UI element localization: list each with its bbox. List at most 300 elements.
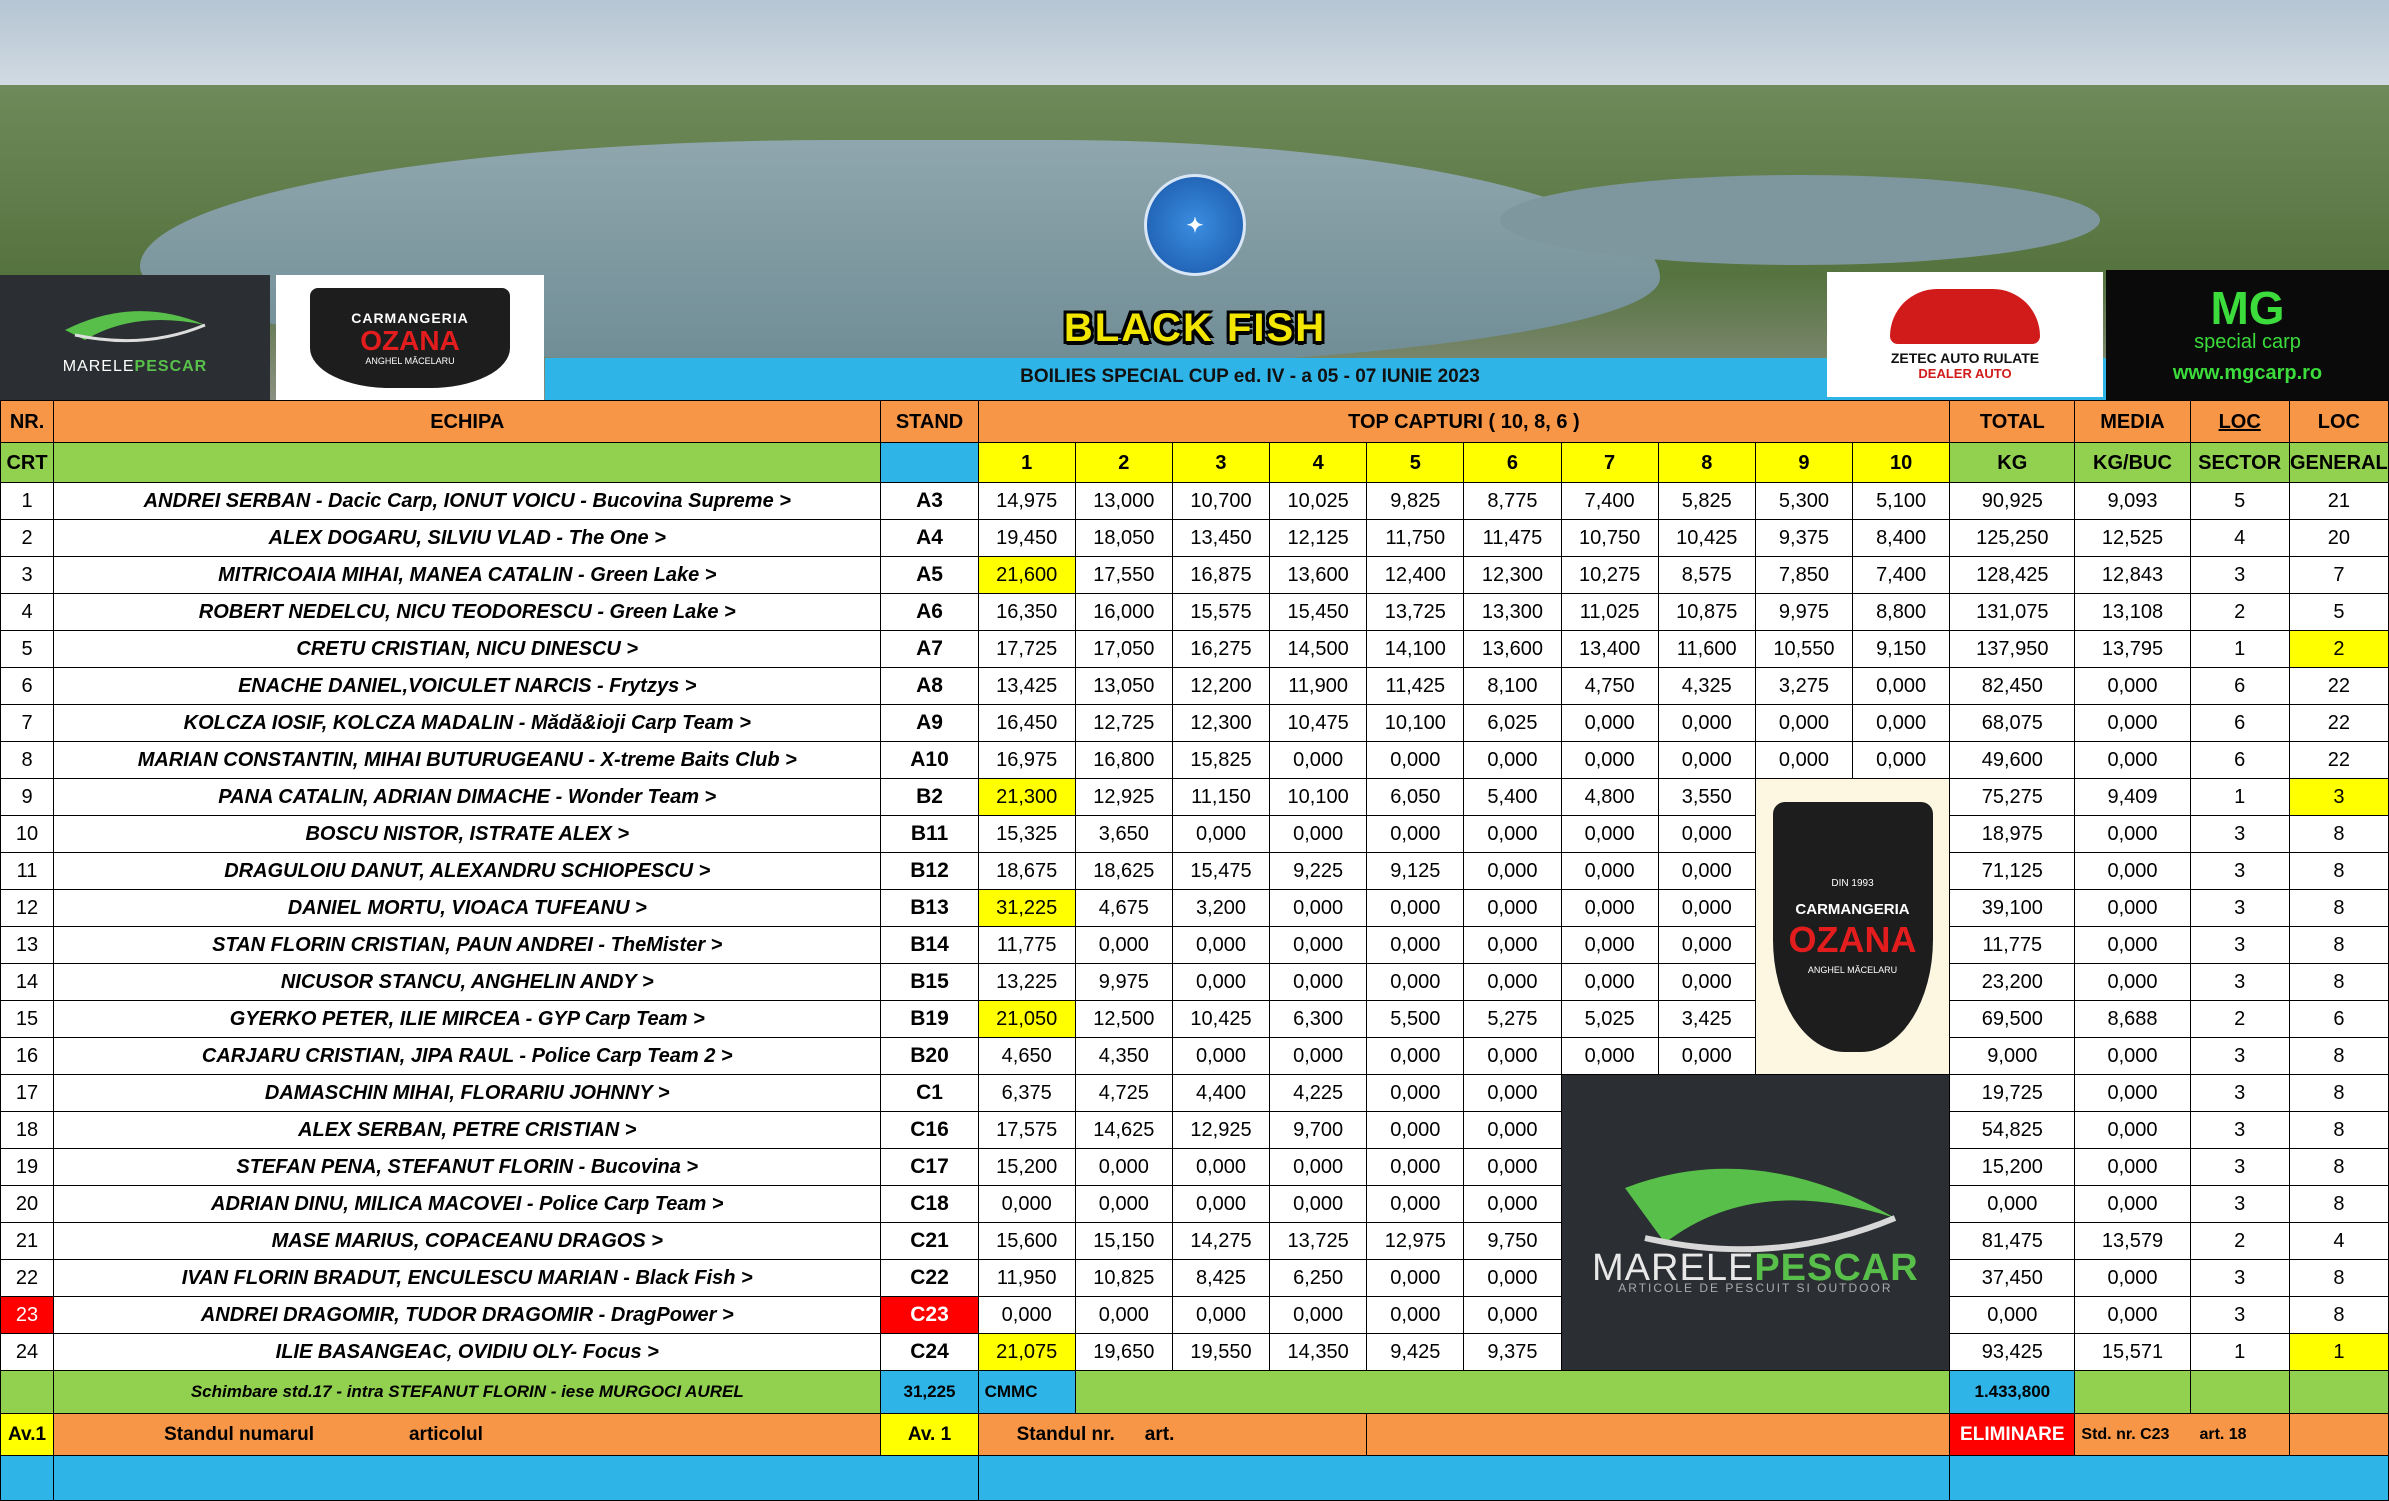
row-loc-general: 8	[2289, 816, 2388, 853]
row-capture-6: 0,000	[1464, 742, 1561, 779]
row-total: 131,075	[1950, 594, 2075, 631]
header-capture-8: 8	[1658, 443, 1755, 483]
row-total: 0,000	[1950, 1186, 2075, 1223]
row-stand: A7	[881, 631, 978, 668]
row-capture-4: 10,100	[1270, 779, 1367, 816]
row-capture-1: 13,425	[978, 668, 1075, 705]
row-capture-8: 0,000	[1658, 890, 1755, 927]
row-capture-9: 9,975	[1755, 594, 1852, 631]
row-media: 0,000	[2075, 705, 2190, 742]
row-loc-general: 8	[2289, 1186, 2388, 1223]
row-capture-5: 5,500	[1367, 1001, 1464, 1038]
row-capture-1: 11,775	[978, 927, 1075, 964]
row-team: NICUSOR STANCU, ANGHELIN ANDY >	[54, 964, 881, 1001]
header-capture-9: 9	[1755, 443, 1852, 483]
carmangeria-ozana-table-logo	[1755, 779, 1949, 1075]
table-row	[1, 594, 2389, 631]
row-capture-6: 9,375	[1464, 1334, 1561, 1371]
row-stand: B12	[881, 853, 978, 890]
header-echipa-blank	[54, 443, 881, 483]
event-title: BLACK FISH	[1063, 305, 1327, 350]
table-row	[1, 705, 2389, 742]
row-capture-8: 8,575	[1658, 557, 1755, 594]
row-capture-3: 0,000	[1172, 964, 1269, 1001]
row-loc-sector: 1	[2190, 631, 2289, 668]
row-loc-general: 8	[2289, 964, 2388, 1001]
row-loc-general: 8	[2289, 1260, 2388, 1297]
row-capture-8: 0,000	[1658, 705, 1755, 742]
header-row-2	[1, 443, 2389, 483]
row-loc-sector: 3	[2190, 927, 2289, 964]
row-team: CRETU CRISTIAN, NICU DINESCU >	[54, 631, 881, 668]
row-team: MASE MARIUS, COPACEANU DRAGOS >	[54, 1223, 881, 1260]
row-loc-general: 8	[2289, 1297, 2388, 1334]
row-loc-general: 20	[2289, 520, 2388, 557]
row-capture-3: 3,200	[1172, 890, 1269, 927]
row-capture-4: 0,000	[1270, 1297, 1367, 1334]
table-row	[1, 520, 2389, 557]
row-capture-1: 18,675	[978, 853, 1075, 890]
row-capture-10: 5,100	[1853, 483, 1950, 520]
row-capture-8: 3,425	[1658, 1001, 1755, 1038]
table-row	[1, 1260, 2389, 1297]
row-capture-5: 0,000	[1367, 1075, 1464, 1112]
row-team: DANIEL MORTU, VIOACA TUFEANU >	[54, 890, 881, 927]
row-loc-sector: 3	[2190, 1149, 2289, 1186]
row-capture-3: 0,000	[1172, 927, 1269, 964]
snap-logo	[1125, 170, 1265, 280]
footer-row-blank	[1, 1456, 2389, 1501]
row-capture-1: 15,600	[978, 1223, 1075, 1260]
table-row	[1, 483, 2389, 520]
row-nr: 2	[1, 520, 54, 557]
row-capture-7: 0,000	[1561, 705, 1658, 742]
row-capture-6: 8,775	[1464, 483, 1561, 520]
row-capture-4: 0,000	[1270, 927, 1367, 964]
header-echipa: ECHIPA	[54, 401, 881, 443]
carmangeria-ozana-logo: CARMANGERIA OZANA ANGHEL MĂCELARU	[276, 275, 544, 400]
table-row	[1, 1334, 2389, 1371]
table-row	[1, 890, 2389, 927]
row-total: 81,475	[1950, 1223, 2075, 1260]
row-loc-sector: 3	[2190, 557, 2289, 594]
row-capture-3: 10,425	[1172, 1001, 1269, 1038]
row-capture-8: 3,550	[1658, 779, 1755, 816]
row-capture-1: 31,225	[978, 890, 1075, 927]
row-total: 128,425	[1950, 557, 2075, 594]
row-capture-1: 17,725	[978, 631, 1075, 668]
row-capture-7: 10,750	[1561, 520, 1658, 557]
row-capture-2: 17,550	[1075, 557, 1172, 594]
header-row-1	[1, 401, 2389, 443]
table-row	[1, 1223, 2389, 1260]
header-capture-7: 7	[1561, 443, 1658, 483]
results-table-area	[0, 400, 2389, 1481]
row-stand: A6	[881, 594, 978, 631]
footer-blank-general	[2289, 1371, 2388, 1414]
row-team: STAN FLORIN CRISTIAN, PAUN ANDREI - TheMister >	[54, 927, 881, 964]
row-capture-3: 14,275	[1172, 1223, 1269, 1260]
fish-swoosh-icon	[55, 300, 215, 350]
table-row	[1, 668, 2389, 705]
row-team: ILIE BASANGEAC, OVIDIU OLY- Focus >	[54, 1334, 881, 1371]
row-capture-2: 12,925	[1075, 779, 1172, 816]
row-stand: C18	[881, 1186, 978, 1223]
row-capture-1: 17,575	[978, 1112, 1075, 1149]
row-capture-8: 0,000	[1658, 742, 1755, 779]
row-capture-1: 21,600	[978, 557, 1075, 594]
row-capture-2: 15,150	[1075, 1223, 1172, 1260]
header-media: MEDIA	[2075, 401, 2190, 443]
car-icon	[1890, 289, 2040, 344]
footer-standul-numarul: Standul numarul articolul	[54, 1414, 881, 1456]
header-nr: NR.	[1, 401, 54, 443]
row-capture-1: 14,975	[978, 483, 1075, 520]
row-nr: 20	[1, 1186, 54, 1223]
row-capture-10: 0,000	[1853, 705, 1950, 742]
row-team: ALEX SERBAN, PETRE CRISTIAN >	[54, 1112, 881, 1149]
row-total: 82,450	[1950, 668, 2075, 705]
row-stand: B13	[881, 890, 978, 927]
row-stand: C1	[881, 1075, 978, 1112]
row-loc-general: 2	[2289, 631, 2388, 668]
row-capture-6: 0,000	[1464, 964, 1561, 1001]
row-capture-6: 0,000	[1464, 1186, 1561, 1223]
row-nr: 21	[1, 1223, 54, 1260]
footer-blank-sector	[2190, 1371, 2289, 1414]
row-loc-sector: 2	[2190, 1001, 2289, 1038]
row-capture-5: 14,100	[1367, 631, 1464, 668]
row-capture-3: 15,825	[1172, 742, 1269, 779]
row-loc-general: 8	[2289, 1038, 2388, 1075]
row-stand: B14	[881, 927, 978, 964]
row-media: 0,000	[2075, 1075, 2190, 1112]
row-capture-9: 7,850	[1755, 557, 1852, 594]
row-stand: B11	[881, 816, 978, 853]
header-capture-4: 4	[1270, 443, 1367, 483]
row-loc-sector: 3	[2190, 1186, 2289, 1223]
row-media: 0,000	[2075, 1038, 2190, 1075]
row-nr: 17	[1, 1075, 54, 1112]
row-capture-2: 10,825	[1075, 1260, 1172, 1297]
compass-icon: ✦	[1144, 174, 1246, 276]
table-row	[1, 742, 2389, 779]
row-media: 0,000	[2075, 816, 2190, 853]
row-loc-general: 5	[2289, 594, 2388, 631]
row-media: 0,000	[2075, 853, 2190, 890]
row-team: BOSCU NISTOR, ISTRATE ALEX >	[54, 816, 881, 853]
row-capture-1: 11,950	[978, 1260, 1075, 1297]
row-capture-2: 18,625	[1075, 853, 1172, 890]
row-loc-sector: 3	[2190, 1260, 2289, 1297]
row-total: 54,825	[1950, 1112, 2075, 1149]
row-capture-6: 13,300	[1464, 594, 1561, 631]
row-capture-3: 12,300	[1172, 705, 1269, 742]
row-team: PANA CATALIN, ADRIAN DIMACHE - Wonder Team >	[54, 779, 881, 816]
row-total: 137,950	[1950, 631, 2075, 668]
zetec-auto-logo: ZETEC AUTO RULATE DEALER AUTO	[1827, 272, 2103, 397]
row-loc-sector: 3	[2190, 816, 2289, 853]
row-capture-8: 11,600	[1658, 631, 1755, 668]
row-capture-3: 16,875	[1172, 557, 1269, 594]
row-capture-8: 5,825	[1658, 483, 1755, 520]
row-team: GYERKO PETER, ILIE MIRCEA - GYP Carp Team >	[54, 1001, 881, 1038]
row-capture-2: 0,000	[1075, 1297, 1172, 1334]
row-capture-5: 0,000	[1367, 927, 1464, 964]
row-capture-9: 5,300	[1755, 483, 1852, 520]
footer-blank-d	[1950, 1456, 2389, 1501]
table-row	[1, 853, 2389, 890]
ozana-sub: ANGHEL MĂCELARU	[1807, 964, 1898, 975]
row-team: ALEX DOGARU, SILVIU VLAD - The One >	[54, 520, 881, 557]
row-nr: 16	[1, 1038, 54, 1075]
row-capture-2: 9,975	[1075, 964, 1172, 1001]
row-capture-4: 0,000	[1270, 1186, 1367, 1223]
row-team: ADRIAN DINU, MILICA MACOVEI - Police Carp Team >	[54, 1186, 881, 1223]
row-capture-4: 0,000	[1270, 1149, 1367, 1186]
footer-eliminare: ELIMINARE	[1950, 1414, 2075, 1456]
row-capture-4: 10,475	[1270, 705, 1367, 742]
row-media: 13,579	[2075, 1223, 2190, 1260]
row-capture-3: 0,000	[1172, 1186, 1269, 1223]
row-capture-5: 0,000	[1367, 1112, 1464, 1149]
row-capture-7: 0,000	[1561, 853, 1658, 890]
footer-standul-nr: Standul nr. art.	[978, 1414, 1367, 1456]
row-capture-10: 7,400	[1853, 557, 1950, 594]
row-total: 68,075	[1950, 705, 2075, 742]
row-total: 71,125	[1950, 853, 2075, 890]
row-team: ROBERT NEDELCU, NICU TEODORESCU - Green Lake >	[54, 594, 881, 631]
row-capture-4: 13,600	[1270, 557, 1367, 594]
row-stand: A10	[881, 742, 978, 779]
row-capture-5: 11,425	[1367, 668, 1464, 705]
row-capture-1: 6,375	[978, 1075, 1075, 1112]
table-row	[1, 557, 2389, 594]
row-total: 90,925	[1950, 483, 2075, 520]
row-capture-1: 21,050	[978, 1001, 1075, 1038]
row-stand: A8	[881, 668, 978, 705]
footer-max-fish: 31,225	[881, 1371, 978, 1414]
row-stand: B2	[881, 779, 978, 816]
row-media: 0,000	[2075, 742, 2190, 779]
mg-carp-logo: MG special carp www.mgcarp.ro	[2106, 270, 2389, 400]
row-capture-4: 4,225	[1270, 1075, 1367, 1112]
row-media: 15,571	[2075, 1334, 2190, 1371]
row-media: 0,000	[2075, 964, 2190, 1001]
header-capture-10: 10	[1853, 443, 1950, 483]
row-media: 0,000	[2075, 927, 2190, 964]
row-loc-sector: 5	[2190, 483, 2289, 520]
row-team: MITRICOAIA MIHAI, MANEA CATALIN - Green Lake >	[54, 557, 881, 594]
row-capture-6: 0,000	[1464, 1075, 1561, 1112]
row-stand: C17	[881, 1149, 978, 1186]
row-capture-2: 0,000	[1075, 1149, 1172, 1186]
table-row	[1, 964, 2389, 1001]
row-media: 0,000	[2075, 890, 2190, 927]
banner-sky	[0, 0, 2389, 90]
row-capture-5: 0,000	[1367, 816, 1464, 853]
row-capture-6: 8,100	[1464, 668, 1561, 705]
row-capture-4: 0,000	[1270, 816, 1367, 853]
header-sector: SECTOR	[2190, 443, 2289, 483]
row-team: ANDREI DRAGOMIR, TUDOR DRAGOMIR - DragPower >	[54, 1297, 881, 1334]
row-team: DRAGULOIU DANUT, ALEXANDRU SCHIOPESCU >	[54, 853, 881, 890]
row-capture-3: 12,200	[1172, 668, 1269, 705]
row-stand: B19	[881, 1001, 978, 1038]
row-capture-3: 12,925	[1172, 1112, 1269, 1149]
row-capture-2: 13,000	[1075, 483, 1172, 520]
row-media: 8,688	[2075, 1001, 2190, 1038]
header-general: GENERAL	[2289, 443, 2388, 483]
row-capture-9: 0,000	[1755, 705, 1852, 742]
footer-row-note	[1, 1371, 2389, 1414]
table-row	[1, 816, 2389, 853]
row-stand: C24	[881, 1334, 978, 1371]
row-capture-8: 0,000	[1658, 1038, 1755, 1075]
footer-grand-total: 1.433,800	[1950, 1371, 2075, 1414]
row-loc-general: 8	[2289, 1075, 2388, 1112]
row-nr: 9	[1, 779, 54, 816]
results-table	[0, 400, 2389, 1501]
table-row	[1, 1038, 2389, 1075]
row-loc-sector: 4	[2190, 520, 2289, 557]
row-loc-sector: 3	[2190, 1112, 2289, 1149]
row-media: 0,000	[2075, 1297, 2190, 1334]
row-loc-general: 8	[2289, 927, 2388, 964]
row-capture-2: 4,725	[1075, 1075, 1172, 1112]
ozana-est: DIN 1993	[1831, 877, 1874, 889]
row-capture-3: 15,575	[1172, 594, 1269, 631]
row-nr: 22	[1, 1260, 54, 1297]
row-team: ENACHE DANIEL,VOICULET NARCIS - Frytzys >	[54, 668, 881, 705]
row-capture-6: 0,000	[1464, 1112, 1561, 1149]
table-row	[1, 1149, 2389, 1186]
row-capture-7: 0,000	[1561, 964, 1658, 1001]
row-capture-6: 0,000	[1464, 853, 1561, 890]
row-capture-7: 0,000	[1561, 1038, 1658, 1075]
row-team: MARIAN CONSTANTIN, MIHAI BUTURUGEANU - X-treme Baits Club >	[54, 742, 881, 779]
row-media: 0,000	[2075, 1186, 2190, 1223]
row-capture-6: 0,000	[1464, 1038, 1561, 1075]
row-media: 13,108	[2075, 594, 2190, 631]
row-capture-4: 14,350	[1270, 1334, 1367, 1371]
row-loc-general: 7	[2289, 557, 2388, 594]
footer-blank-media	[2075, 1371, 2190, 1414]
row-capture-6: 13,600	[1464, 631, 1561, 668]
row-total: 23,200	[1950, 964, 2075, 1001]
row-capture-1: 16,450	[978, 705, 1075, 742]
row-nr: 12	[1, 890, 54, 927]
row-capture-2: 12,500	[1075, 1001, 1172, 1038]
row-capture-2: 4,675	[1075, 890, 1172, 927]
row-capture-1: 0,000	[978, 1186, 1075, 1223]
ozana-top: CARMANGERIA	[1795, 900, 1910, 918]
row-capture-5: 0,000	[1367, 1297, 1464, 1334]
row-loc-sector: 1	[2190, 1334, 2289, 1371]
row-capture-6: 9,750	[1464, 1223, 1561, 1260]
row-capture-1: 15,200	[978, 1149, 1075, 1186]
row-nr: 13	[1, 927, 54, 964]
row-capture-5: 6,050	[1367, 779, 1464, 816]
row-capture-8: 0,000	[1658, 853, 1755, 890]
row-capture-5: 0,000	[1367, 1149, 1464, 1186]
row-capture-3: 0,000	[1172, 816, 1269, 853]
row-total: 69,500	[1950, 1001, 2075, 1038]
row-stand: C22	[881, 1260, 978, 1297]
header-capture-1: 1	[978, 443, 1075, 483]
footer-blank-2	[1367, 1414, 1950, 1456]
row-capture-1: 13,225	[978, 964, 1075, 1001]
row-capture-7: 10,275	[1561, 557, 1658, 594]
row-total: 93,425	[1950, 1334, 2075, 1371]
header-crt: CRT	[1, 443, 54, 483]
row-total: 18,975	[1950, 816, 2075, 853]
row-capture-8: 4,325	[1658, 668, 1755, 705]
row-loc-general: 1	[2289, 1334, 2388, 1371]
row-loc-general: 6	[2289, 1001, 2388, 1038]
event-subtitle: BOILIES SPECIAL CUP ed. IV - a 05 - 07 IUNIE 2023	[1020, 366, 1480, 387]
row-loc-general: 21	[2289, 483, 2388, 520]
row-media: 9,409	[2075, 779, 2190, 816]
row-capture-9: 9,375	[1755, 520, 1852, 557]
table-row	[1, 1186, 2389, 1223]
row-total: 75,275	[1950, 779, 2075, 816]
table-row	[1, 1001, 2389, 1038]
row-capture-5: 9,425	[1367, 1334, 1464, 1371]
row-capture-4: 6,300	[1270, 1001, 1367, 1038]
row-stand: A4	[881, 520, 978, 557]
row-stand: B15	[881, 964, 978, 1001]
row-capture-9: 0,000	[1755, 742, 1852, 779]
row-nr: 10	[1, 816, 54, 853]
row-nr: 5	[1, 631, 54, 668]
row-capture-5: 12,975	[1367, 1223, 1464, 1260]
row-capture-2: 17,050	[1075, 631, 1172, 668]
row-capture-4: 14,500	[1270, 631, 1367, 668]
row-capture-3: 13,450	[1172, 520, 1269, 557]
row-capture-7: 4,800	[1561, 779, 1658, 816]
row-loc-sector: 1	[2190, 779, 2289, 816]
row-capture-5: 0,000	[1367, 742, 1464, 779]
header-kg: KG	[1950, 443, 2075, 483]
footer-av1-stand: Av. 1	[881, 1414, 978, 1456]
row-capture-7: 7,400	[1561, 483, 1658, 520]
header-capture-3: 3	[1172, 443, 1269, 483]
row-capture-4: 0,000	[1270, 890, 1367, 927]
row-capture-7: 0,000	[1561, 816, 1658, 853]
row-capture-2: 18,050	[1075, 520, 1172, 557]
row-team: KOLCZA IOSIF, KOLCZA MADALIN - Mădă&ioji Carp Team >	[54, 705, 881, 742]
banner-lake-far	[1500, 175, 2100, 265]
row-capture-5: 9,125	[1367, 853, 1464, 890]
row-nr: 15	[1, 1001, 54, 1038]
row-loc-sector: 3	[2190, 1075, 2289, 1112]
row-capture-4: 9,225	[1270, 853, 1367, 890]
row-capture-4: 12,125	[1270, 520, 1367, 557]
row-capture-4: 0,000	[1270, 964, 1367, 1001]
row-capture-1: 0,000	[978, 1297, 1075, 1334]
row-capture-4: 10,025	[1270, 483, 1367, 520]
row-total: 0,000	[1950, 1297, 2075, 1334]
row-capture-2: 3,650	[1075, 816, 1172, 853]
row-capture-2: 13,050	[1075, 668, 1172, 705]
row-nr: 14	[1, 964, 54, 1001]
row-capture-8: 0,000	[1658, 927, 1755, 964]
row-capture-3: 0,000	[1172, 1038, 1269, 1075]
row-stand: C23	[881, 1297, 978, 1334]
footer-blank	[1, 1371, 54, 1414]
row-total: 19,725	[1950, 1075, 2075, 1112]
